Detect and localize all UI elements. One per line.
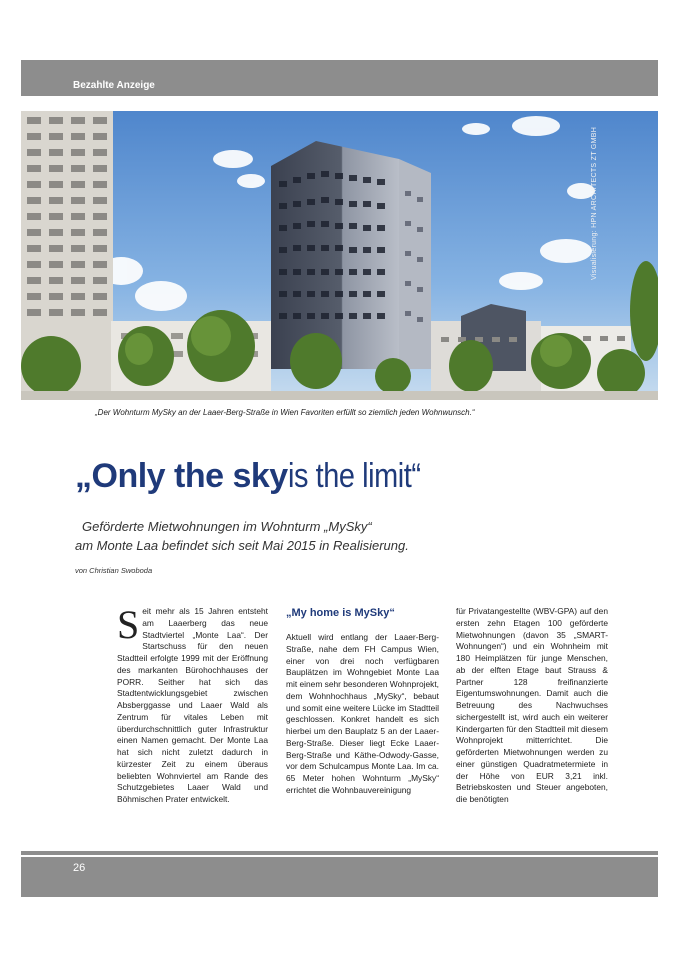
- paid-ad-label: Bezahlte Anzeige: [73, 80, 155, 91]
- article-column-3: [456, 606, 608, 806]
- footer-bar: [21, 857, 658, 897]
- headline-light-part: is the limit“: [287, 457, 421, 495]
- subtitle-line-1: Geförderte Mietwohnungen im Wohnturm „MySky“: [82, 519, 372, 534]
- photo-caption: „Der Wohnturm MySky an der Laaer-Berg-Straße in Wien Favoriten erfüllt so ziemlich jeden Wohnwunsch.“: [95, 408, 475, 417]
- column-3-text: für Privatangestellte (WBV-GPA) auf den ersten zehn Etagen 100 geförderte Mietwohnungen (davon 35 „SMART-Wohnungen“) und ein Wohnheim mit 180 Heimplätzen für junge Menschen, ab der elften Etage baut Strauss & Partner 128 freifinanzierte Eigentumswohnungen. Damit auch die Betreuung des Nachwuchses sichergestellt ist, wird auch ein weiterer Kindergarten für den Stadtteil mit diesem Wohnprojekt mitterrichtet. Die geförderten Mietwohnungen werden zu einer günstigen Quadratmetermiete in der Höhe von EUR 3,21 inkl. Betriebskosten und Steuer angeboten, die benötigten: [456, 606, 608, 804]
- image-credit-text: Visualisierung: HPN ARCHITECTS ZT GMBH: [591, 126, 598, 280]
- page-number: 26: [73, 862, 86, 874]
- author-byline: von Christian Swoboda: [75, 566, 153, 575]
- building-rendering-photo: [21, 111, 658, 400]
- drop-cap: S: [117, 602, 140, 647]
- image-credit: [591, 126, 605, 280]
- header-bar: [21, 60, 658, 96]
- article-column-1: [117, 602, 268, 806]
- article-column-2: [286, 606, 439, 797]
- footer-rule: [21, 851, 658, 855]
- subtitle-line-2: am Monte Laa befindet sich seit Mai 2015 in Realisierung.: [75, 538, 409, 553]
- article-headline: [75, 458, 444, 495]
- section-heading: „My home is MySky“: [286, 607, 395, 619]
- column-1-text: eit mehr als 15 Jahren entsteht am Laaerberg das neue Stadtviertel „Monte Laa“. Der Startschuss für den neuen Stadtteil erfolgte 1999 mit der Eröffnung des markanten Bürohochhauses der PORR. Seither hat sich das Stadtentwicklungsgebiet zwischen Absberggasse und Laaer Wald als Zentrum für vitales Leben mit überdurchschnittlich guter Infrastruktur einen Namen gemacht. Der Monte Laa hat sich nicht zuletzt dadurch in kürzester Zeit zu einem überaus beliebten Wohnviertel am Rande des Schutzgebietes Laaer Wald und Böhmischen Prater entwickelt.: [117, 606, 268, 804]
- headline-bold-part: „Only the sky: [75, 457, 288, 495]
- column-2-text: Aktuell wird entlang der Laaer-Berg-Straße, nahe dem FH Campus Wien, einer von drei noch verfügbaren Bauplätzen im Wohngebiet Monte Laa mit einem sehr besonderen Wohnprojekt, dem Wohnhochhaus „MySky“, bebaut und somit eine weitere Lücke im Stadtteil geschlossen. Konkret handelt es sich hierbei um den Bauplatz 5 an der Laaer-Berg-Straße. Dieser liegt Ecke Laaer-Berg-Straße und Käthe-Odwody-Gasse, vor dem Schulcampus Monte Laa. Im ca. 65 Meter hohen Wohnturm „MySky“ errichtet die Wohnbauvereinigung: [286, 632, 440, 795]
